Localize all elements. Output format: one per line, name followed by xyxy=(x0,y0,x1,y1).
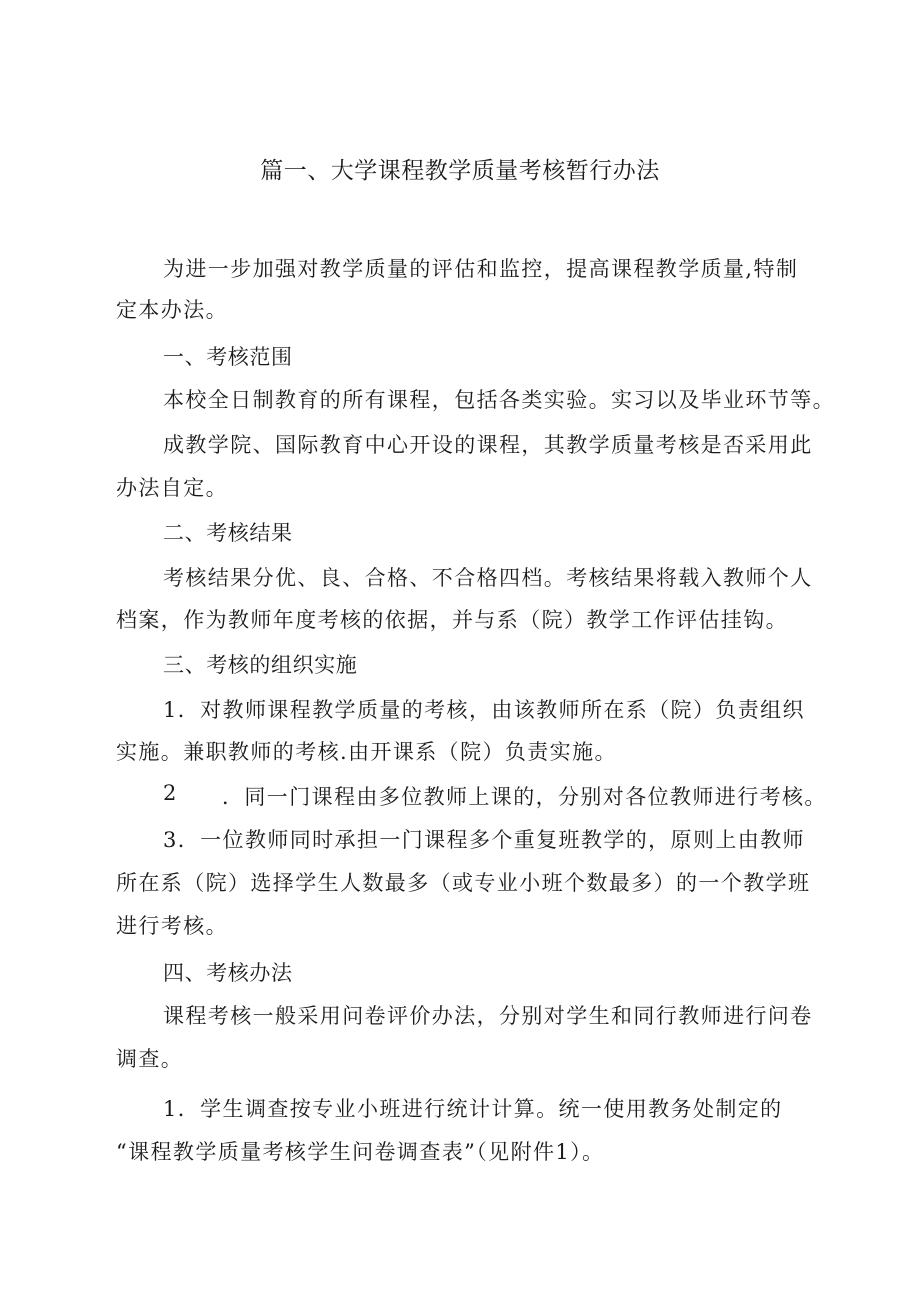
scope-paragraph-2-line-1: 成教学院、国际教育中心开设的课程，其教学质量考核是否采用此 xyxy=(163,433,813,457)
section-heading-scope: 一、考核范围 xyxy=(163,345,293,369)
organization-item-2-text: ．同一门课程由多位教师上课的，分别对各位教师进行考核。 xyxy=(222,785,827,809)
organization-item-1-line-1: 1．对教师课程教学质量的考核，由该教师所在系（院）负责组织 xyxy=(163,698,805,722)
scope-paragraph-1: 本校全日制教育的所有课程，包括各类实验。实习以及毕业环节等。 xyxy=(163,388,835,412)
document-title: 篇一、大学课程教学质量考核暂行办法 xyxy=(260,158,660,184)
organization-item-3-line-2: 所在系（院）选择学生人数最多（或专业小班个数最多）的一个教学班 xyxy=(116,871,811,895)
organization-item-1-line-2: 实施。兼职教师的考核.由开课系（院）负责实施。 xyxy=(116,740,617,764)
intro-line-1: 为进一步加强对教学质量的评估和监控，提高课程教学质量,特制 xyxy=(163,257,799,281)
method-item-1-line-2: “课程教学质量考核学生问卷调查表”（见附件1）。 xyxy=(116,1140,605,1164)
section-heading-method: 四、考核办法 xyxy=(163,961,293,985)
method-paragraph-line-2: 调查。 xyxy=(116,1047,184,1071)
results-paragraph-line-2: 档案，作为教师年度考核的依据，并与系（院）教学工作评估挂钩。 xyxy=(116,608,788,632)
results-paragraph-line-1: 考核结果分优、良、合格、不合格四档。考核结果将载入教师个人 xyxy=(163,566,813,590)
intro-line-2: 定本办法。 xyxy=(116,298,228,322)
scope-paragraph-2-line-2: 办法自定。 xyxy=(116,476,228,500)
organization-item-2-number: 2 xyxy=(163,781,178,805)
organization-item-3-line-3: 进行考核。 xyxy=(116,914,228,938)
organization-item-3-line-1: 3．一位教师同时承担一门课程多个重复班教学的，原则上由教师 xyxy=(163,828,805,852)
section-heading-organization: 三、考核的组织实施 xyxy=(163,653,358,677)
section-heading-results: 二、考核结果 xyxy=(163,521,293,545)
method-item-1-line-1: 1．学生调查按专业小班进行统计计算。统一使用教务处制定的 xyxy=(163,1097,783,1121)
method-paragraph-line-1: 课程考核一般采用问卷评价办法，分别对学生和同行教师进行问卷 xyxy=(163,1004,813,1028)
